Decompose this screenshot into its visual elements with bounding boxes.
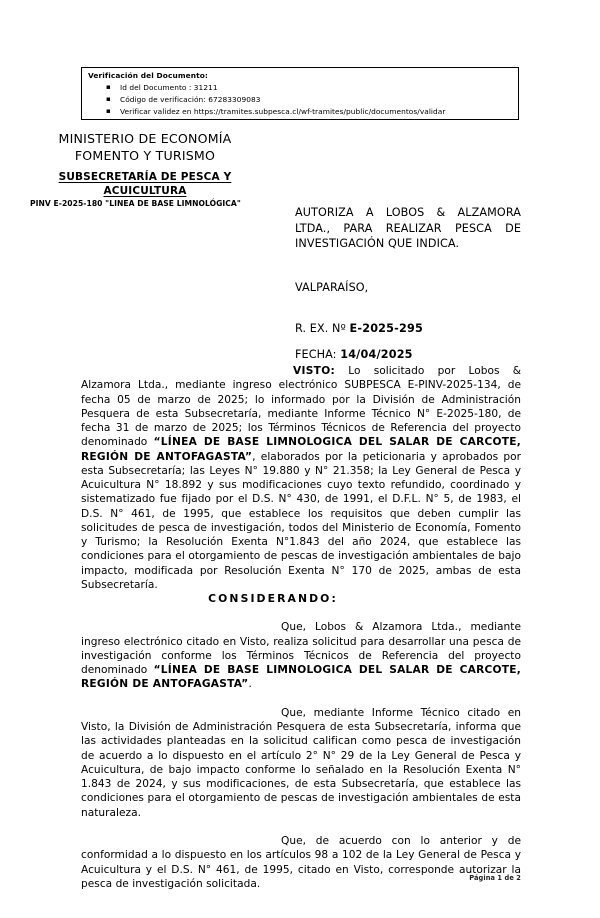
visto-label: VISTO: (293, 365, 336, 377)
page-footer: Página 1 de 2 (469, 874, 521, 882)
subsecretaria-heading (10, 170, 280, 198)
resolution-number-value: E-2025-295 (349, 321, 423, 335)
verification-item-url (88, 106, 445, 118)
document-subject: AUTORIZA A LOBOS & ALZAMORA LTDA., PARA REALIZAR PESCA DE INVESTIGACIÓN QUE INDICA. (295, 206, 521, 251)
verification-item-document-id (88, 82, 445, 94)
letterhead (10, 131, 280, 208)
spacer (81, 606, 521, 620)
resolution-date-line (295, 347, 521, 362)
considerando-heading: CONSIDERANDO: (208, 592, 338, 605)
bullet-icon: ▪ (106, 106, 111, 115)
subsecretaria-line-2: ACUICULTURA (103, 185, 187, 197)
verification-box (81, 67, 519, 120)
ministry-line-1: MINISTERIO DE ECONOMÍA (58, 131, 232, 146)
issue-city: VALPARAÍSO, (295, 280, 369, 294)
resolution-number-label: R. EX. Nº (295, 321, 350, 335)
verification-item-code (88, 94, 445, 106)
verification-box-list (88, 82, 445, 117)
verification-item-label: Verificar validez en https://tramites.subpesca.cl/wf-tramites/public/documentos/validar (120, 106, 446, 116)
paragraph-visto (81, 364, 521, 592)
bullet-icon: ▪ (106, 94, 111, 103)
paragraph-considerando-1 (81, 620, 521, 691)
visto-text-part-2: , elaborados por la peticionaria y aprobados por esta Subsecretaría; las Leyes N° 19.880 y N° 21.358; la Ley General de Pesca y Acuicultura N° 18.892 y sus modificaciones cuyo texto refundido, coordinado y sistematizado fue fijado por el D.S. N° 430, de 1991, el D.F.L. N° 5, de 1983, el D.S. N° 461, de 1995, que establece los requisitos que deben cumplir las solicitudes de pesca de investigación, todos del Ministerio de Economía, Fomento y Turismo; la Resolución Exenta N°1.843 del año 2024, que establece las condiciones para el otorgamiento de pescas de investigación ambientales de bajo impacto, modificada por Resolución Exenta N° 170 de 2025, ambas de esta Subsecretaría. (81, 450, 521, 591)
resolution-number-line (295, 321, 521, 336)
considerando-1-text-part-1: Que, Lobos & Alzamora Ltda., mediante ingreso electrónico citado en Visto, realiza solicitud para desarrollar una pesca de investigación conforme los Términos Técnicos de Referencia del proyecto denominado (81, 621, 521, 677)
verification-item-label: Código de verificación: 67283309083 (120, 94, 261, 104)
verification-item-label: Id del Documento : 31211 (120, 83, 218, 92)
project-title-considerando: “LÍNEA DE BASE LIMNOLOGICA DEL SALAR DE CARCOTE, REGIÓN DE ANTOFAGASTA” (81, 664, 521, 691)
project-reference: PINV E-2025-180 "LINEA DE BASE LIMNOLÓGICA" (30, 199, 241, 208)
spacer (81, 692, 521, 706)
ministry-line-2: FOMENTO Y TURISMO (74, 147, 216, 163)
spacer (81, 820, 521, 834)
title-block (295, 205, 521, 362)
resolution-date-label: FECHA: (295, 347, 341, 361)
paragraph-considerando-2: Que, mediante Informe Técnico citado en Visto, la División de Administración Pesquera de esta Subsecretaría, informa que las actividades planteadas en la solicitud califican como pesca de investigación de acuerdo a lo dispuesto en el artículo 2° N° 29 de la Ley General de Pesca y Acuicultura, de bajo impacto conforme lo señalado en la Resolución Exenta N° 1.843 de 2024, y sus modificaciones, de esta Subsecretaría, que establece las condiciones para el otorgamiento de pescas de investigación ambientales de esta naturaleza. (81, 706, 521, 819)
bullet-icon: ▪ (106, 83, 111, 91)
subsecretaria-line-1: SUBSECRETARÍA DE PESCA Y (58, 171, 232, 183)
verification-box-title: Verificación del Documento: (88, 71, 208, 80)
paragraph-considerando-3: Que, de acuerdo con lo anterior y de conformidad a lo dispuesto en los artículos 98 a 102 de la Ley General de Pesca y Acuicultura y el D.S. N° 461, de 1995, citado en Visto, corresponde autorizar la pesca de investigación solicitada. (81, 835, 521, 890)
considerando-1-text-part-2: . (248, 678, 252, 691)
document-body (81, 364, 521, 891)
resolution-date-value: 14/04/2025 (340, 347, 413, 361)
visto-text-part-1: Lo solicitado por Lobos & Alzamora Ltda., mediante ingreso electrónico SUBPESCA E-PINV-2025-134, de fecha 05 de marzo de 2025; lo informado por la División de Administración Pesquera de esta Subsecretaría, mediante Informe Técnico N° E-2025-180, de fecha 31 de marzo de 2025; los Términos Técnicos de Referencia del proyecto denominado (81, 365, 521, 449)
project-title-visto: “LÍNEA DE BASE LIMNOLOGICA DEL SALAR DE CARCOTE, REGIÓN DE ANTOFAGASTA” (81, 436, 521, 463)
